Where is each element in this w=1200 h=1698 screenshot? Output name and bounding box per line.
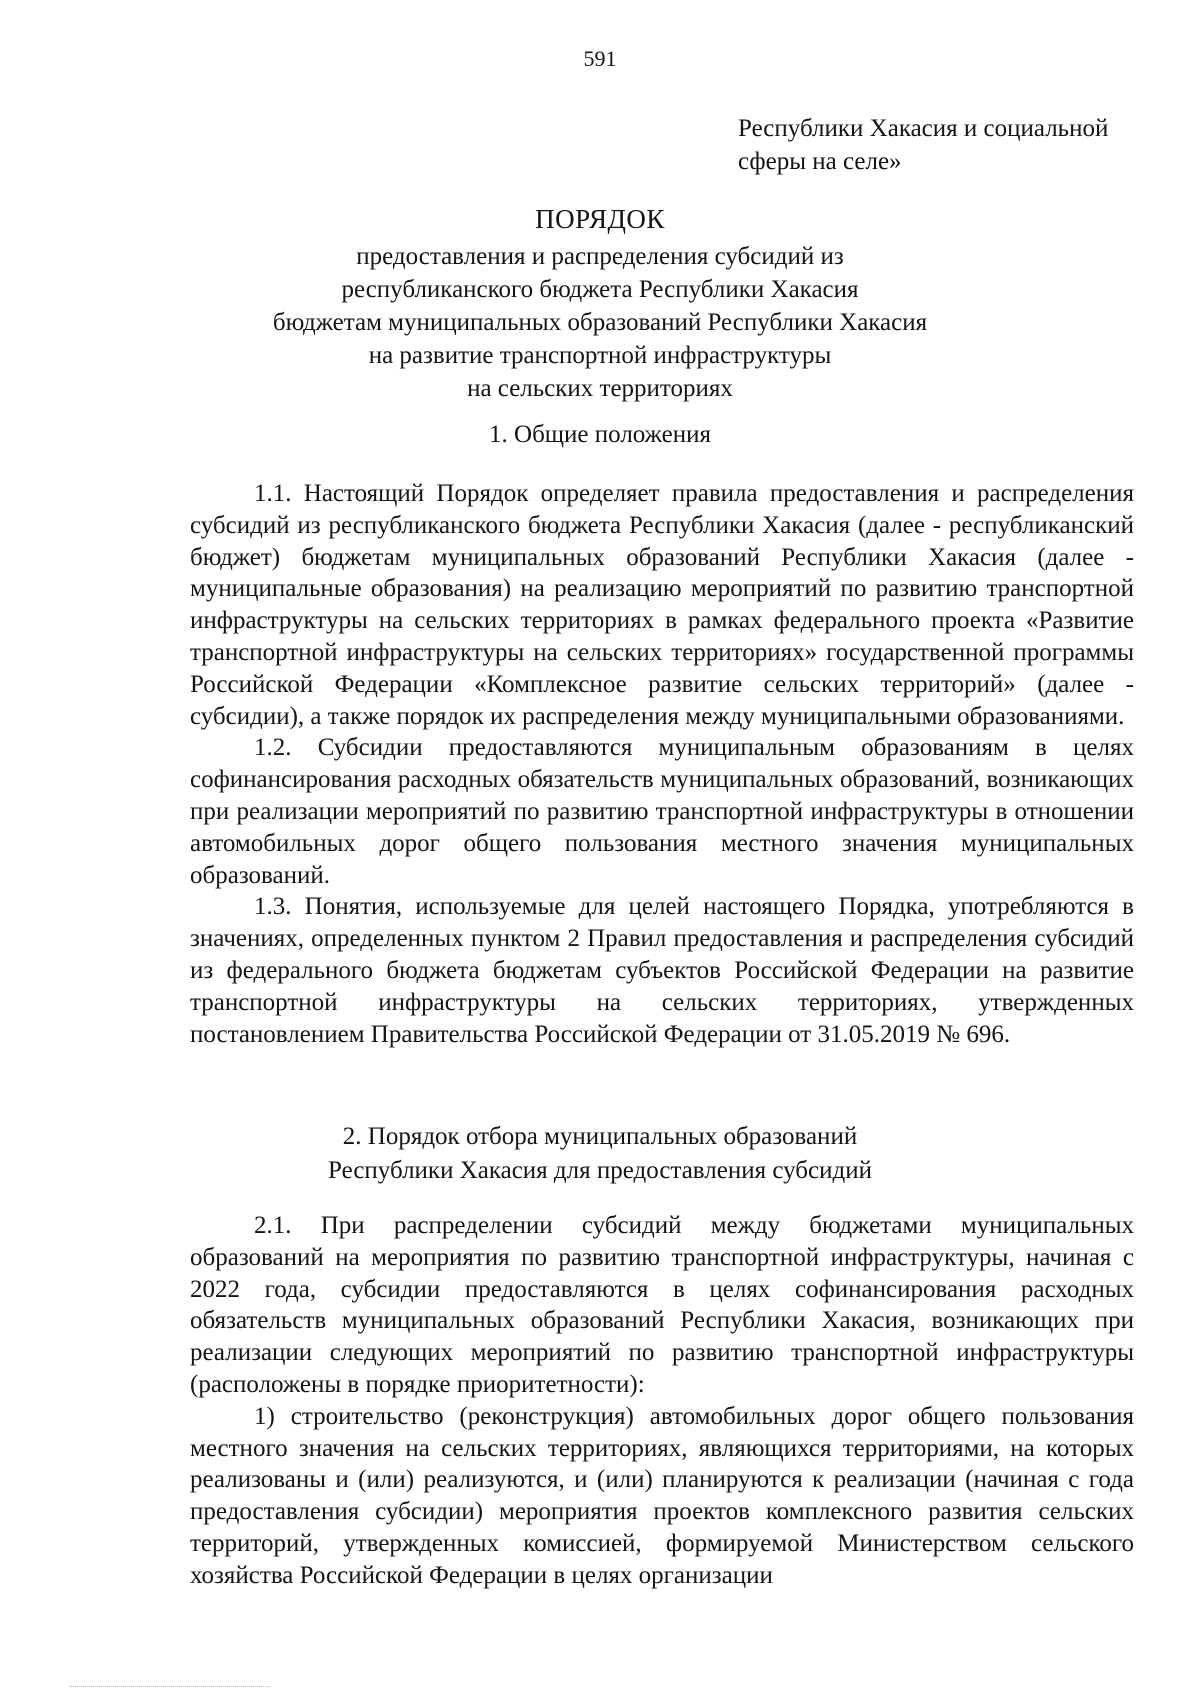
page-number: 591	[583, 46, 617, 71]
header-right-caption	[738, 112, 1158, 178]
section-2-heading	[0, 1120, 1200, 1188]
subtitle-line: на сельских территориях	[467, 375, 733, 402]
section-2-heading-line: Республики Хакасия для предоставления субсидий	[328, 1157, 872, 1184]
document-title: ПОРЯДОК	[535, 204, 665, 234]
paragraph-1-3: 1.3. Понятия, используемые для целей настоящего Порядка, употребляются в значениях, определенных пунктом 2 Правил предоставления и распределения субсидий из федерального бюджета бюджетам субъектов Российской Федерации на развитие транспортной инфраструктуры на сельских территориях, утвержденных постановлением Правительства Российской Федерации от 31.05.2019 № 696.	[190, 893, 1134, 1048]
subtitle-line: на развитие транспортной инфраструктуры	[368, 342, 832, 369]
header-right-line: Республики Хакасия и социальной	[738, 115, 1109, 142]
subtitle-line: республиканского бюджета Республики Хакасия	[341, 276, 859, 303]
subtitle-line: бюджетам муниципальных образований Республики Хакасия	[272, 309, 928, 336]
section-2-body	[190, 1210, 1134, 1592]
section-1-body	[190, 478, 1134, 1050]
section-1-heading: 1. Общие положения	[489, 421, 711, 448]
document-subtitle	[0, 240, 1200, 405]
subtitle-line: предоставления и распределения субсидий из	[356, 243, 844, 270]
paragraph-2-1: 2.1. При распределении субсидий между бюджетами муниципальных образований на мероприятия по развитию транспортной инфраструктуры, начиная с 2022 года, субсидии предоставляются в целях софинансирования расходных обязательств муниципальных образований Республики Хакасия, возникающих при реализации следующих мероприятий по развитию транспортной инфраструктуры (расположены в порядке приоритетности):	[190, 1212, 1134, 1398]
section-2-heading-line: 2. Порядок отбора муниципальных образований	[342, 1123, 858, 1150]
scan-artifact	[70, 1686, 270, 1688]
paragraph-1-1: 1.1. Настоящий Порядок определяет правила предоставления и распределения субсидий из республиканского бюджета Республики Хакасия (далее - республиканский бюджет) бюджетам муниципальных образований Республики Хакасия (далее - муниципальные образования) на реализацию мероприятий по развитию транспортной инфраструктуры на сельских территориях в рамках федерального проекта «Развитие транспортной инфраструктуры на сельских территориях» государственной программы Российской Федерации «Комплексное развитие сельских территорий» (далее - субсидии), а также порядок их распределения между муниципальными образованиями.	[190, 480, 1134, 730]
header-right-line: сферы на селе»	[738, 148, 902, 175]
paragraph-1-2: 1.2. Субсидии предоставляются муниципальным образованиям в целях софинансирования расходных обязательств муниципальных образований, возникающих при реализации мероприятий по развитию транспортной инфраструктуры в отношении автомобильных дорог общего пользования местного значения муниципальных образований.	[190, 734, 1134, 889]
paragraph-2-1-item-1: 1) строительство (реконструкция) автомобильных дорог общего пользования местного значения на сельских территориях, являющихся территориями, на которых реализованы и (или) реализуются, и (или) планируются к реализации (начиная с года предоставления субсидии) мероприятия проектов комплексного развития сельских территорий, утвержденных комиссией, формируемой Министерством сельского хозяйства Российской Федерации в целях организации	[190, 1402, 1134, 1589]
